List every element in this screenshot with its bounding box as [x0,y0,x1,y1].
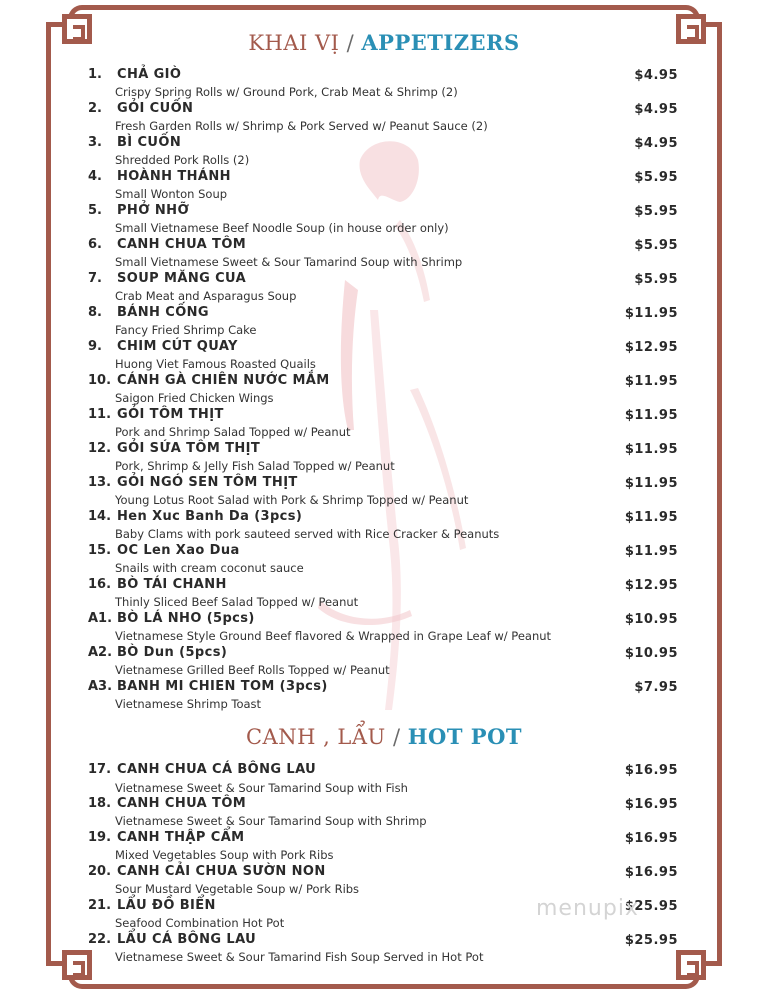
menu-item [88,271,678,305]
menu-item [88,543,678,577]
menu-item [88,441,678,475]
item-name: BÒ LÁ NHO (5pcs) [117,611,255,626]
section-title-english: HOT POT [407,724,522,749]
menu-item [88,645,678,679]
item-price: $10.95 [624,646,678,661]
hot-pot-list [88,762,678,966]
item-name: GỎI TÔM THỊT [117,407,224,422]
menu-item [88,796,678,830]
item-description: Baby Clams with pork sauteed served with Rice Cracker & Peanuts [115,527,500,541]
item-description: Snails with cream coconut sauce [115,561,304,575]
item-price: $5.95 [634,170,678,185]
item-name: HOÀNH THÁNH [117,169,231,184]
menu-item [88,407,678,441]
menu-item [88,932,678,966]
menu-item [88,679,678,713]
menu-item [88,577,678,611]
item-number: 16. [88,577,112,592]
menu-item [88,373,678,407]
item-number: A3. [88,679,113,694]
item-price: $11.95 [624,476,678,491]
item-number: 11. [88,407,112,422]
item-name: GỎI SỨA TÔM THỊT [117,441,261,456]
item-price: $25.95 [624,899,678,914]
item-price: $11.95 [624,544,678,559]
item-price: $25.95 [624,933,678,948]
item-number: 15. [88,543,112,558]
menu-item [88,67,678,101]
menu-item [88,237,678,271]
item-price: $11.95 [624,408,678,423]
appetizers-list [88,67,678,713]
menu-item [88,169,678,203]
section-title-vietnamese: KHAI VỊ [248,31,340,55]
item-name: CANH THẬP CẨM [117,830,245,845]
item-name: CHIM CÚT QUAY [117,339,238,354]
menu-item [88,509,678,543]
menu-item [88,475,678,509]
item-number: 7. [88,271,102,286]
item-description: Pork, Shrimp & Jelly Fish Salad Topped w/ Peanut [115,459,395,473]
item-description: Sour Mustard Vegetable Soup w/ Pork Ribs [115,882,360,896]
frame-border-right [717,22,722,966]
item-name: CHẢ GIÒ [117,67,182,82]
menu-item [88,135,678,169]
menu-item [88,203,678,237]
item-price: $16.95 [624,763,678,778]
item-name: OC Len Xao Dua [117,543,240,558]
item-number: 20. [88,864,112,879]
item-description: Huong Viet Famous Roasted Quails [115,357,316,371]
item-price: $12.95 [624,340,678,355]
item-description: Young Lotus Root Salad with Pork & Shrimp Topped w/ Peanut [115,493,469,507]
item-description: Fresh Garden Rolls w/ Shrimp & Pork Served w/ Peanut Sauce (2) [115,119,488,133]
frame-border-left [46,22,51,966]
item-description: Crab Meat and Asparagus Soup [115,289,297,303]
item-price: $12.95 [624,578,678,593]
item-description: Vietnamese Sweet & Sour Tamarind Fish Soup Served in Hot Pot [115,950,484,964]
item-number: 9. [88,339,102,354]
item-price: $16.95 [624,865,678,880]
item-name: GỎI CUỐN [117,101,194,116]
item-description: Crispy Spring Rolls w/ Ground Pork, Crab Meat & Shrimp (2) [115,85,458,99]
item-name: BÁNH CỐNG [117,305,209,320]
item-price: $11.95 [624,374,678,389]
item-name: SOUP MĂNG CUA [117,271,247,286]
item-price: $11.95 [624,306,678,321]
item-name: CANH CHUA TÔM [117,796,247,811]
item-price: $10.95 [624,612,678,627]
item-price: $11.95 [624,442,678,457]
item-number: 19. [88,830,112,845]
item-name: BÒ Dun (5pcs) [117,645,228,660]
item-number: 5. [88,203,102,218]
item-number: 22. [88,932,112,947]
item-price: $11.95 [624,510,678,525]
item-name: BANH MI CHIEN TOM (3pcs) [117,679,328,694]
item-description: Vietnamese Sweet & Sour Tamarind Soup with Fish [115,781,408,795]
item-number: 17. [88,762,112,777]
item-name: PHỞ NHỠ [117,203,190,218]
item-name: CANH CẢI CHUA SƯỜN NON [117,864,326,879]
item-price: $16.95 [624,831,678,846]
menu-item [88,611,678,645]
item-name: CÁNH GÀ CHIÊN NƯỚC MẮM [117,373,330,388]
meander-corner-icon [676,950,706,980]
section-title-hot-pot [0,724,768,749]
menu-item [88,830,678,864]
menu-item [88,101,678,135]
item-price: $5.95 [634,238,678,253]
item-number: 2. [88,101,102,116]
section-title-separator: / [392,725,401,749]
item-description: Small Wonton Soup [115,187,228,201]
item-name: BÒ TÁI CHANH [117,577,227,592]
item-description: Small Vietnamese Beef Noodle Soup (in house order only) [115,221,449,235]
item-name: GỎI NGÓ SEN TÔM THỊT [117,475,298,490]
item-number: 1. [88,67,102,82]
item-name: Hen Xuc Banh Da (3pcs) [117,509,303,524]
item-description: Fancy Fried Shrimp Cake [115,323,257,337]
section-title-vietnamese: CANH , LẨU [245,725,386,749]
frame-border-bottom [68,972,700,989]
item-description: Saigon Fried Chicken Wings [115,391,274,405]
item-number: 14. [88,509,112,524]
item-number: 10. [88,373,112,388]
menu-item [88,864,678,898]
menu-item [88,762,678,796]
item-description: Shredded Pork Rolls (2) [115,153,250,167]
item-description: Vietnamese Shrimp Toast [115,697,262,711]
item-name: CANH CHUA TÔM [117,237,247,252]
item-description: Mixed Vegetables Soup with Pork Ribs [115,848,334,862]
item-number: 18. [88,796,112,811]
item-description: Seafood Combination Hot Pot [115,916,285,930]
item-number: 3. [88,135,102,150]
item-price: $5.95 [634,272,678,287]
menupix-watermark: menupix [536,896,639,921]
item-name: CANH CHUA CÁ BÔNG LAU [117,762,317,777]
frame-border-top [68,5,700,22]
item-number: 8. [88,305,102,320]
item-number: 6. [88,237,102,252]
item-number: 12. [88,441,112,456]
item-name: LẨU CÁ BÔNG LAU [117,932,257,947]
item-number: 21. [88,898,112,913]
item-description: Small Vietnamese Sweet & Sour Tamarind Soup with Shrimp [115,255,463,269]
item-description: Vietnamese Sweet & Sour Tamarind Soup with Shrimp [115,814,427,828]
item-description: Vietnamese Style Ground Beef flavored & Wrapped in Grape Leaf w/ Peanut [115,629,552,643]
item-price: $4.95 [634,102,678,117]
menu-item [88,305,678,339]
section-title-english: APPETIZERS [361,30,520,55]
item-description: Pork and Shrimp Salad Topped w/ Peanut [115,425,351,439]
item-number: 13. [88,475,112,490]
item-name: LẨU ĐỒ BIỂN [117,898,216,913]
section-title-appetizers [0,30,768,55]
menu-item [88,339,678,373]
item-price: $4.95 [634,68,678,83]
item-price: $4.95 [634,136,678,151]
item-number: A2. [88,645,113,660]
item-price: $16.95 [624,797,678,812]
item-name: BÌ CUỐN [117,135,182,150]
section-title-separator: / [346,31,355,55]
item-price: $5.95 [634,204,678,219]
item-description: Thinly Sliced Beef Salad Topped w/ Peanut [115,595,359,609]
item-description: Vietnamese Grilled Beef Rolls Topped w/ Peanut [115,663,390,677]
item-number: 4. [88,169,102,184]
item-number: A1. [88,611,113,626]
item-price: $7.95 [634,680,678,695]
